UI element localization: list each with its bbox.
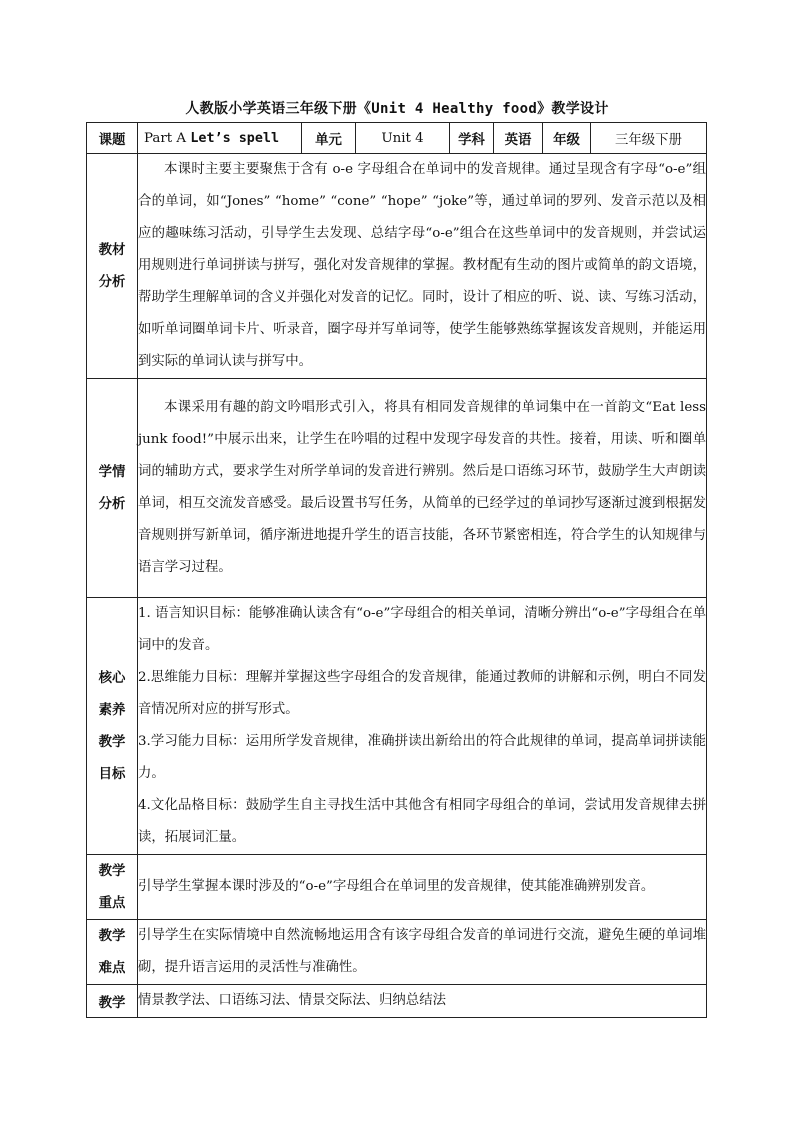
topic-label: 课题 — [87, 123, 138, 154]
material-label-line-2: 分析 — [98, 274, 126, 290]
difficulty-text: 引导学生在实际情境中自然流畅地运用含有该字母组合发音的单词进行交流，避免生硬的单词堆砌，提升语言运用的灵活性与准确性。 — [138, 920, 707, 985]
topic-part: Part A — [144, 130, 191, 146]
methods-label: 教学 — [87, 985, 138, 1018]
material-label-line-1: 教材 — [98, 242, 126, 258]
goals-label-line-4: 目标 — [98, 766, 126, 782]
material-label — [87, 154, 138, 379]
difficulty-label-line-2: 难点 — [98, 960, 126, 976]
title-suffix: 》教学设计 — [537, 101, 609, 117]
difficulty-label — [87, 920, 138, 985]
unit-value: Unit 4 — [356, 123, 450, 154]
header-row — [87, 123, 707, 154]
key-points-row — [87, 855, 707, 920]
keypoint-label — [87, 855, 138, 920]
topic-value — [138, 123, 302, 154]
topic-name: Let’s spell — [190, 130, 280, 146]
document-title — [0, 98, 794, 118]
title-prefix: 人教版小学英语三年级下册《 — [185, 101, 372, 117]
grade-label: 年级 — [543, 123, 591, 154]
learner-label-line-2: 分析 — [98, 496, 126, 512]
goal-item: 4.文化品格目标：鼓励学生自主寻找生活中其他含有相同字母组合的单词，尝试用发音规律去拼读，拓展词汇量。 — [138, 798, 706, 845]
learner-label-line-1: 学情 — [98, 464, 126, 480]
keypoint-label-line-1: 教学 — [98, 863, 126, 879]
learner-analysis-text: 本课采用有趣的韵文吟唱形式引入，将具有相同发音规律的单词集中在一首韵文“Eat less junk food!”中展示出来，让学生在吟唱的过程中发现字母发音的共性。接着，用读、听和圈单词的辅助方式，要求学生对所学单词的发音进行辨别。然后是口语练习环节，鼓励学生大声朗读单词，相互交流发音感受。最后设置书写任务，从简单的已经学过的单词抄写逐渐过渡到根据发音规则拼写新单词，循序渐进地提升学生的语言技能，各环节紧密相连，符合学生的认知规律与语言学习过程。 — [138, 379, 707, 598]
keypoint-text: 引导学生掌握本课时涉及的“o-e”字母组合在单词里的发音规律，使其能准确辨别发音。 — [138, 855, 707, 920]
material-analysis-row — [87, 154, 707, 379]
goal-item: 1. 语言知识目标：能够准确认读含有“o-e”字母组合的相关单词，清晰分辨出“o-e”字母组合在单词中的发音。 — [138, 606, 706, 653]
methods-text: 情景教学法、口语练习法、情景交际法、归纳总结法 — [138, 985, 707, 1018]
core-goals-row — [87, 598, 707, 855]
goals-label — [87, 598, 138, 855]
difficulty-label-line-1: 教学 — [98, 928, 126, 944]
learner-label — [87, 379, 138, 598]
subject-value: 英语 — [494, 123, 543, 154]
methods-row — [87, 985, 707, 1018]
unit-label: 单元 — [302, 123, 356, 154]
goals-list — [138, 598, 707, 855]
goals-label-line-2: 素养 — [98, 702, 126, 718]
learner-analysis-row — [87, 379, 707, 598]
material-analysis-text: 本课时主要主要聚焦于含有 o-e 字母组合在单词中的发音规律。通过呈现含有字母“o-e”组合的单词，如“Jones” “home” “cone” “hope” “joke”等，通过单词的罗列、发音示范以及相应的趣味练习活动，引导学生去发现、总结字母“o-e”组合在这些单词中的发音规则，并尝试运用规则进行单词拼读与拼写，强化对发音规律的掌握。教材配有生动的图片或简单的韵文语境，帮助学生理解单词的含义并强化对发音的记忆。同时，设计了相应的听、说、读、写练习活动，如听单词圈单词卡片、听录音，圈字母并写单词等，使学生能够熟练掌握该发音规则，并能运用到实际的单词认读与拼写中。 — [138, 154, 707, 379]
goal-item: 2.思维能力目标：理解并掌握这些字母组合的发音规律，能通过教师的讲解和示例，明白不同发音情况所对应的拼写形式。 — [138, 670, 706, 717]
goal-item: 3.学习能力目标：运用所学发音规律，准确拼读出新给出的符合此规律的单词，提高单词拼读能力。 — [138, 734, 706, 781]
grade-value: 三年级下册 — [591, 123, 707, 154]
subject-label: 学科 — [450, 123, 494, 154]
lesson-plan-table — [86, 122, 707, 1018]
title-unit-name: Unit 4 Healthy food — [371, 101, 538, 117]
difficulty-row — [87, 920, 707, 985]
goals-label-line-1: 核心 — [98, 670, 126, 686]
goals-label-line-3: 教学 — [98, 734, 126, 750]
keypoint-label-line-2: 重点 — [98, 895, 126, 911]
